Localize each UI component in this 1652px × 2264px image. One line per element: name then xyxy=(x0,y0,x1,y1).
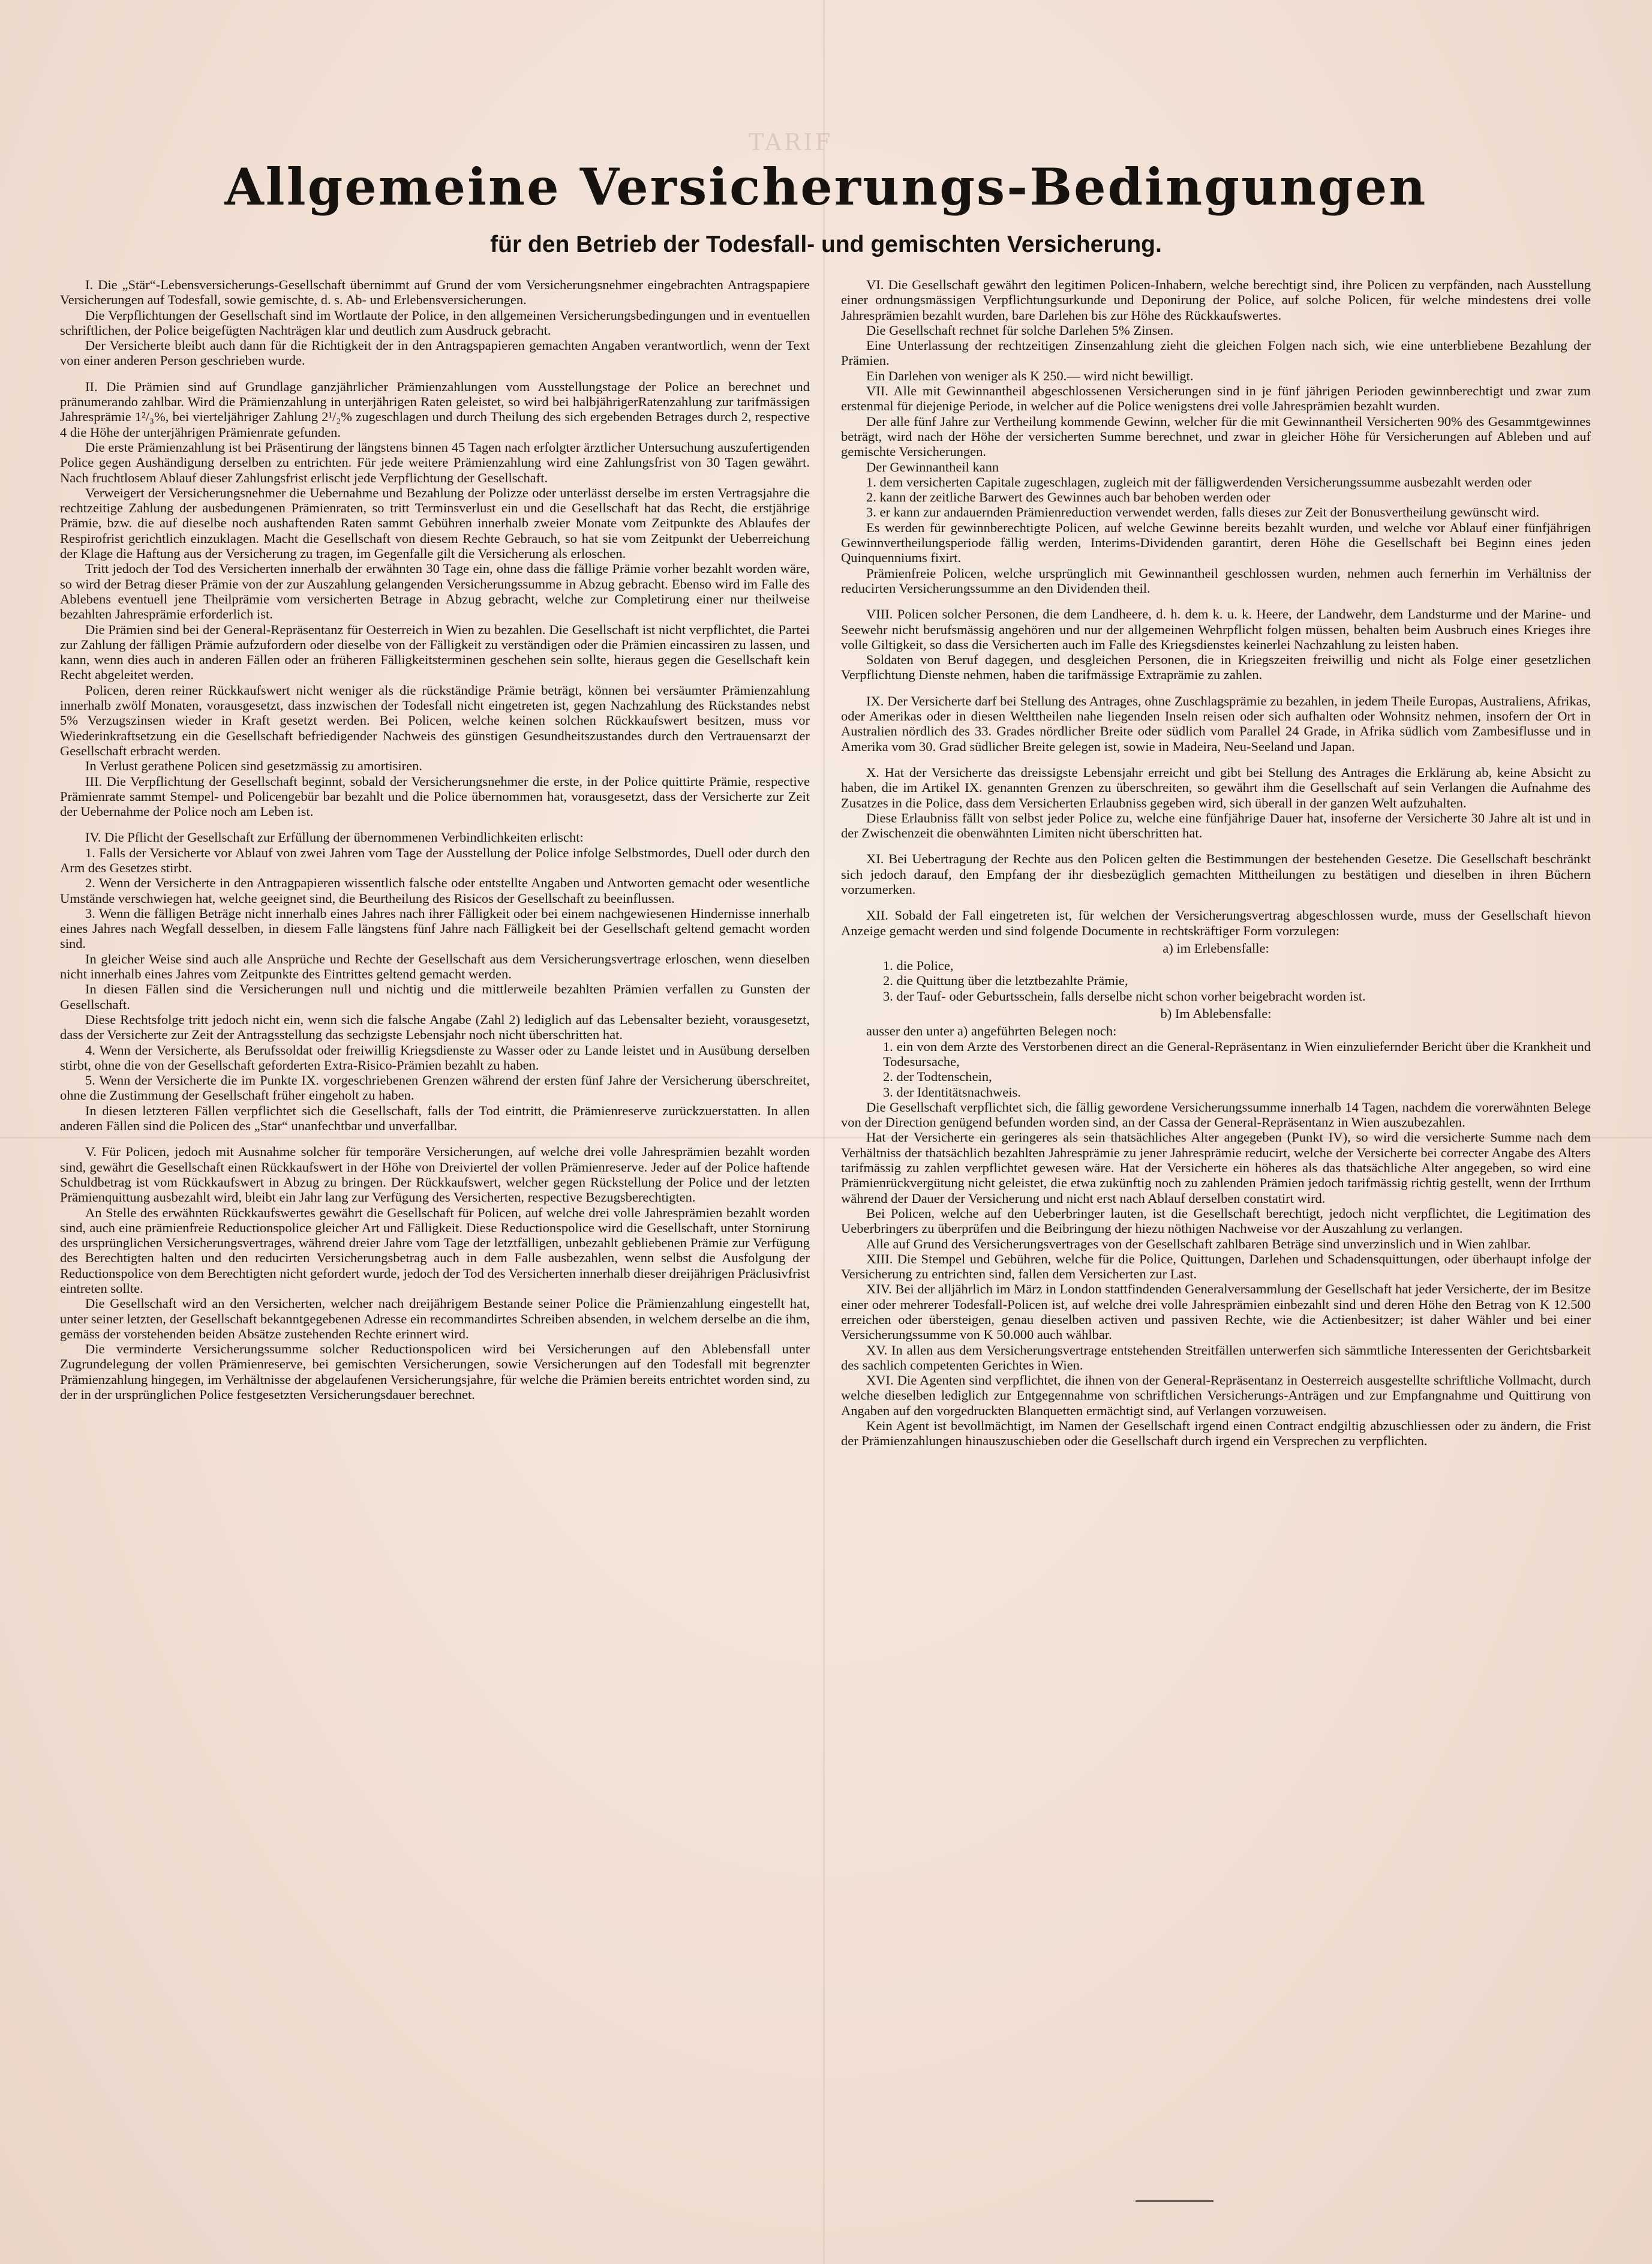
page-subtitle: für den Betrieb der Todesfall- und gemischten Versicherung. xyxy=(490,232,1162,257)
paragraph: 2. die Quittung über die letztbezahlte Prämie, xyxy=(883,973,1128,989)
paragraph: IV. Die Pflicht der Gesellschaft zur Erfüllung der übernommenen Verbindlichkeiten erlischt: xyxy=(85,830,584,845)
paragraph: XVI. Die Agenten sind verpflichtet, die ihnen von der General-Repräsentanz in Oesterreich ausgestellte schriftliche Vollmacht, durch welche dieselben lediglich zur Entgegennahme von schriftlichen Versicherungs-Anträgen und zur Empfangnahme und Quittirung von Angaben auf den vorgedruckten Blanquetten ermächtigt sind, auf Verlangen vorzuweisen. xyxy=(841,1373,1591,1418)
paragraph: 4. Wenn der Versicherte, als Berufssoldat oder freiwillig Kriegsdienste zu Wasser oder zu Lande leistet und in Ausübung derselben stirbt, ohne die von der Gesellschaft geforderten Extra-Risico-Prämien bezahlt zu haben. xyxy=(60,1042,810,1073)
paragraph: VII. Alle mit Gewinnantheil abgeschlossenen Versicherungen sind in je fünf jährigen Perioden gewinnberechtigt und zwar zum erstenmal für diejenige Periode, in welcher auf die Police wenigstens drei volle Jahresprämien bezahlt wurden. xyxy=(841,383,1591,414)
paragraph: 3. Wenn die fälligen Beträge nicht innerhalb eines Jahres nach ihrer Fälligkeit oder bei einem nachgewiesenen Hindernisse innerhalb eines Jahres nach Wegfall desselben, in diesem Falle längstens fünf Jahre nach Fälligkeit bei der Gesellschaft geltend gemacht worden sind. xyxy=(60,905,810,951)
paragraph: Eine Unterlassung der rechtzeitigen Zinsenzahlung zieht die gleichen Folgen nach sich, wie eine unterbliebene Bezahlung der Prämien. xyxy=(841,338,1591,368)
paragraph: ausser den unter a) angeführten Belegen noch: xyxy=(866,1023,1117,1039)
paragraph: XI. Bei Uebertragung der Rechte aus den Policen gelten die Bestimmungen der bestehenden Gesetze. Die Gesellschaft beschränkt sich jedoch darauf, den Empfang der ihr diesbezüglich gemachten Mittheilungen zu bestätigen und dieselben in ihren Büchern vorzumerken. xyxy=(841,851,1591,897)
faint-stamp-text: TARIF xyxy=(749,129,833,155)
paragraph: 2. kann der zeitliche Barwert des Gewinnes auch bar behoben werden oder xyxy=(866,490,1270,505)
paragraph: 5. Wenn der Versicherte die im Punkte IX. vorgeschriebenen Grenzen während der ersten fünf Jahre der Versicherung überschreitet, ohne die Zustimmung der Gesellschaft früher eingeholt zu haben. xyxy=(60,1073,810,1103)
paragraph: In diesen letzteren Fällen verpflichtet sich die Gesellschaft, falls der Tod eintritt, die Prämienreserve zurückzuerstatten. In allen anderen Fällen sind die Policen des „Star“ unanfechtbar und unverfallbar. xyxy=(60,1103,810,1134)
paragraph: 1. dem versicherten Capitale zugeschlagen, zugleich mit der fälligwerdenden Versicherungssumme ausbezahlt werden oder xyxy=(866,474,1532,490)
paragraph: 3. er kann zur andauernden Prämienreduction verwendet werden, falls dieses zur Zeit der Bonusvertheilung gewünscht wird. xyxy=(866,505,1540,520)
paragraph: I. Die „Stär“-Lebensversicherungs-Gesellschaft übernimmt auf Grund der vom Versicherungsnehmer eingebrachten Antragspapiere Versicherungen auf Todesfall, sowie gemischte, d. s. Ab- und Erlebensversicherungen. xyxy=(60,277,810,308)
paragraph: Es werden für gewinnberechtigte Policen, auf welche Gewinne bereits bezahlt wurden, und welche vor Ablauf einer fünfjährigen Gewinnvertheilungsperiode fällig werden, Interims-Dividenden garantirt, deren Höhe die Gesellschaft bei Beginn eines jeden Quinquenniums fixirt. xyxy=(841,520,1591,566)
paragraph: b) Im Ablebensfalle: xyxy=(1160,1006,1272,1022)
paragraph: Prämienfreie Policen, welche ursprünglich mit Gewinnantheil geschlossen wurden, nehmen auch fernerhin im Verhältniss der reducirten Versicherungssumme an den Dividenden theil. xyxy=(841,565,1591,596)
page-title: Allgemeine Versicherungs-Bedingungen xyxy=(224,157,1428,217)
paragraph: V. Für Policen, jedoch mit Ausnahme solcher für temporäre Versicherungen, auf welche drei volle Jahresprämien bezahlt worden sind, gewährt die Gesellschaft einen Rückkaufswert in der Höhe von Dreiviertel der vollen Prämienreserve. Jeder auf der Police haftende Schuldbetrag ist vom Rückkaufswert in Abzug zu bringen. Der Rückkaufswert, welcher gegen Rückstellung der Police und der letzten Prämienquittung ausbezahlt wird, bleibt ein Jahr lang zur Verfügung des Versicherten, respective Bezugsberechtigten. xyxy=(60,1144,810,1205)
paragraph: 1. Falls der Versicherte vor Ablauf von zwei Jahren vom Tage der Ausstellung der Police infolge Selbstmordes, Duell oder durch den Arm des Gesetzes stirbt. xyxy=(60,845,810,875)
paragraph: Der alle fünf Jahre zur Vertheilung kommende Gewinn, welcher für die mit Gewinnantheil Versicherten 90% des Gesammtgewinnes beträgt, wird nach der Höhe der versicherten Summe berechnet, und zwar in gleicher Höhe für Versicherungen auf Ableben und auf gemischte Versicherungen. xyxy=(841,413,1591,460)
left-column xyxy=(60,277,810,2149)
paragraph: Hat der Versicherte ein geringeres als sein thatsächliches Alter angegeben (Punkt IV), so wird die versicherte Summe nach dem Verhältniss der thatsächlich bezahlten Jahresprämie zu jener Jahresprämie reducirt, welche der Versicherte bei correcter Angabe des Alters tarifmässig zu zahlen verpflichtet gewesen wäre. Hat der Versicherte ein höheres als das thatsächliche Alter angegeben, so wird eine Prämienrückvergütung nicht geleistet, die etwa zukünftig noch zu zahlenden Prämien jedoch tarifmässig richtig gestellt, wenn der Irrthum während der Dauer der Versicherung und nicht erst nach Ablauf derselben constatirt wird. xyxy=(841,1130,1591,1206)
paragraph: Kein Agent ist bevollmächtigt, im Namen der Gesellschaft irgend einen Contract endgiltig abzuschliessen oder zu ändern, die Frist der Prämienzahlungen hinauszuschieben oder die Gesellschaft durch irgend ein Versprechen zu verpflichten. xyxy=(841,1418,1591,1449)
paragraph: Verweigert der Versicherungsnehmer die Uebernahme und Bezahlung der Polizze oder unterlässt derselbe im ersten Vertragsjahre die rechtzeitige Zahlung der ausbedungenen Prämienraten, so tritt Terminsverlust ein und die Gesellschaft hat das Recht, die erstjährige Prämie, bzw. die auf dieselbe noch aushaftenden Raten sammt Gebühren innerhalb zweier Monate vom Zeitpunkte des Ablaufes der Respirofrist gerichtlich einzuklagen. Macht die Gesellschaft von diesem Rechte Gebrauch, so hat sie vom Zeitpunkt der Ueberreichung der Klage die Haftung aus der Versicherung zu tragen, im Gegenfalle gilt die Versicherung als erloschen. xyxy=(60,485,810,562)
paragraph: III. Die Verpflichtung der Gesellschaft beginnt, sobald der Versicherungsnehmer die erste, in der Police quittirte Prämie, respective Prämienrate sammt Stempel- und Policengebür bar bezahlt und die Police übernommen hat, vorausgesetzt, dass der Versicherte zur Zeit der Uebernahme der Police noch am Leben ist. xyxy=(60,773,810,819)
paragraph: Die verminderte Versicherungssumme solcher Reductionspolicen wird bei Versicherungen auf den Ablebensfall unter Zugrundelegung der vollen Prämienreserve, bei gemischten Versicherungen, sowie Versicherungen auf den Todesfall mit begrenzter Prämienzahlung hingegen, im Verhältnisse der abgelaufenen Versicherungsjahre, für welche die Prämien bereits entrichtet worden sind, zu der in der ursprünglichen Police festgesetzten Versicherungsdauer berechnet. xyxy=(60,1341,810,1403)
paragraph: In gleicher Weise sind auch alle Ansprüche und Rechte der Gesellschaft aus dem Versicherungsvertrage erloschen, wenn dieselben nicht innerhalb eines Jahres vom Zeitpunkte des Eintrittes geltend gemacht werden. xyxy=(60,951,810,982)
paragraph: VIII. Policen solcher Personen, die dem Landheere, d. h. dem k. u. k. Heere, der Landwehr, dem Landsturme und der Marine- und Seewehr nicht berufsmässig angehören und nur der allgemeinen Wehrpflicht folgen müssen, behalten beim Ausbruch eines Krieges ihre volle Giltigkeit, so dass die Versicherten auch im Falle des Kriegsdienstes keinerlei Nachzahlung zu leisten haben. xyxy=(841,606,1591,652)
paragraph: 1. die Police, xyxy=(883,958,954,974)
paragraph: XIII. Die Stempel und Gebühren, welche für die Police, Quittungen, Darlehen und Schadensquittungen, oder überhaupt infolge der Versicherung zu entrichten sind, fallen dem Versicherten zur Last. xyxy=(841,1251,1591,1282)
paragraph: 3. der Tauf- oder Geburtsschein, falls derselbe nicht schon vorher beigebracht worden ist. xyxy=(883,988,1366,1004)
right-column xyxy=(841,277,1591,2149)
paragraph: XII. Sobald der Fall eingetreten ist, für welchen der Versicherungsvertrag abgeschlossen wurde, muss der Gesellschaft hievon Anzeige gemacht werden und sind folgende Documente in rechtskräftiger Form vorzulegen: xyxy=(841,908,1591,938)
paragraph: Die erste Prämienzahlung ist bei Präsentirung der längstens binnen 45 Tagen nach erfolgter ärztlicher Untersuchung auszufertigenden Police gegen Aushändigung derselben zu entrichten. Für jede weitere Prämienzahlung wird eine Zahlungsfrist von 30 Tagen gewährt. Nach fruchtlosem Ablauf dieser Zahlungsfrist erlischt jede Verpflichtung der Gesellschaft. xyxy=(60,439,810,485)
paragraph: Bei Policen, welche auf den Ueberbringer lauten, ist die Gesellschaft berechtigt, jedoch nicht verpflichtet, die Legitimation des Ueberbringers zu überprüfen und die Beibringung der hiezu nöthigen Nachweise vor der Auszahlung zu verlangen. xyxy=(841,1205,1591,1236)
paragraph: Der Versicherte bleibt auch dann für die Richtigkeit der in den Antragspapieren gemachten Angaben verantwortlich, wenn der Text von einer anderen Person geschrieben wurde. xyxy=(60,338,810,368)
paragraph: IX. Der Versicherte darf bei Stellung des Antrages, ohne Zuschlagsprämie zu bezahlen, in jedem Theile Europas, Australiens, Afrikas, oder Amerikas oder in diesen Welttheilen nahe liegenden Inseln reisen oder sich aufhalten oder Wohnsitz nehmen, insofern der Ort in Australien nördlich des 33. Grades nördlicher Breite oder südlich vom Parallel 24 Grade, in Afrika südlich vom Zambesiflusse und in Amerika vom 30. Grad südlicher Breite gelegen ist, sowie in Madeira, Neu-Seeland und Japan. xyxy=(841,693,1591,754)
paragraph: 2. Wenn der Versicherte in den Antragpapieren wissentlich falsche oder entstellte Angaben und Antworten gemacht oder wesentliche Umstände verschwiegen hat, welche geeignet sind, die Beurtheilung des Risicos der Gesellschaft zu beeinflussen. xyxy=(60,875,810,906)
paragraph: 1. ein von dem Arzte des Verstorbenen direct an die General-Repräsentanz in Wien einzuliefernder Bericht über die Krankheit und Todesursache, xyxy=(883,1038,1591,1069)
paragraph: Ein Darlehen von weniger als K 250.— wird nicht bewilligt. xyxy=(866,368,1194,383)
paragraph: Der Gewinnantheil kann xyxy=(866,459,999,475)
end-rule xyxy=(1136,2200,1214,2202)
paragraph: VI. Die Gesellschaft gewährt den legitimen Policen-Inhabern, welche berechtigt sind, ihre Policen zu verpfänden, nach Ausstellung einer ordnungsmässigen Verpflichtungsurkunde und Deponirung der Police, auf solche Policen, für welche mindestens drei volle Jahresprämien bezahlt wurden, bare Darlehen bis zur Höhe des Rückkaufswertes. xyxy=(841,277,1591,323)
paragraph: In Verlust gerathene Policen sind gesetzmässig zu amortisiren. xyxy=(85,758,422,774)
paragraph: X. Hat der Versicherte das dreissigste Lebensjahr erreicht und gibt bei Stellung des Antrages die Erklärung ab, keine Absicht zu haben, die im Artikel IX. genannten Grenzen zu überschreiten, so gewährt ihm die Gesellschaft auf sein Verlangen die Aufnahme des Zusatzes in die Police, dass dem Versicherten Erlaubniss gegeben wird, sich überall in der ganzen Welt aufzuhalten. xyxy=(841,764,1591,810)
paragraph: XV. In allen aus dem Versicherungsvertrage entstehenden Streitfällen unterwerfen sich sämmtliche Interessenten der Gerichtsbarkeit des sachlich competenten Gerichtes in Wien. xyxy=(841,1342,1591,1373)
paragraph: Die Gesellschaft wird an den Versicherten, welcher nach dreijährigem Bestande seiner Police die Prämienzahlung eingestellt hat, unter seiner letzten, der Gesellschaft bekanntgegebenen Adresse ein recommandirtes Schreiben absenden, in welchem derselbe an die ihm, gemäss der vorstehenden beiden Absätze zustehenden Rechte erinnert wird. xyxy=(60,1296,810,1341)
paragraph: 2. der Todtenschein, xyxy=(883,1069,992,1085)
paragraph: XIV. Bei der alljährlich im März in London stattfindenden Generalversammlung der Gesellschaft hat jeder Versicherte, der im Besitze einer oder mehrerer Todesfall-Policen ist, auf welche drei volle Jahresprämien einbezahlt sind und deren Höhe den Betrag von K 12.500 erreichen oder übersteigen, genau dieselben activen und passiven Rechte, wie die Actienbesitzer; ist daher Wähler und bei einer Versicherungssumme von K 50.000 auch wählbar. xyxy=(841,1281,1591,1343)
paragraph: Diese Rechtsfolge tritt jedoch nicht ein, wenn sich die falsche Angabe (Zahl 2) lediglich auf das Lebensalter bezieht, vorausgesetzt, dass der Versicherte zur Zeit der Antragsstellung das sechzigste Lebensjahr noch nicht überschritten hat. xyxy=(60,1011,810,1043)
paragraph: Diese Erlaubniss fällt von selbst jeder Police zu, welche eine fünfjährige Dauer hat, insoferne der Versicherte 30 Jahre alt ist und in der Zwischenzeit die obenwähnten Limiten nicht überschritten hat. xyxy=(841,810,1591,841)
paragraph: Alle auf Grund des Versicherungsvertrages von der Gesellschaft zahlbaren Beträge sind unverzinslich und in Wien zahlbar. xyxy=(866,1236,1531,1251)
paragraph: Die Gesellschaft rechnet für solche Darlehen 5% Zinsen. xyxy=(866,322,1174,338)
paragraph: II. Die Prämien sind auf Grundlage ganzjährlicher Prämienzahlungen vom Ausstellungstage der Police an berechnet und pränumerando zahlbar. Wird die Prämienzahlung in unterjährigen Raten geleistet, so wird bei halbjährigerRatenzahlung zur tarifmässigen Jahresprämie 1²/₃%, bei vierteljähriger Zahlung 2¹/₂% zugeschlagen und durch Theilung des sich ergebenden Betrages durch 2, respective 4 die Höhe der unterjährigen Prämienrate gefunden. xyxy=(60,379,810,440)
paragraph: In diesen Fällen sind die Versicherungen null und nichtig und die mittlerweile bezahlten Prämien verfallen zu Gunsten der Gesellschaft. xyxy=(60,981,810,1012)
paragraph: Tritt jedoch der Tod des Versicherten innerhalb der erwähnten 30 Tage ein, ohne dass die fällige Prämie vorher bezahlt worden wäre, so wird der Betrag dieser Prämie von der zur Auszahlung gelangenden Versicherungssumme in Abzug gebracht. Ebenso wird im Falle des Ablebens eventuell jene Theilprämie vom versicherten Betrage in Abzug gebracht, welche zur Completirung einer nur theilweise bezahlten Jahresprämie erforderlich ist. xyxy=(60,561,810,622)
fold-crease-vertical xyxy=(823,0,825,2264)
paragraph: Die Gesellschaft verpflichtet sich, die fällig gewordene Versicherungssumme innerhalb 14 Tagen, nachdem die vorerwähnten Belege von der Direction genügend befunden worden sind, an der Cassa der General-Repräsentanz in Wien auszubezahlen. xyxy=(841,1099,1591,1130)
paragraph: Die Prämien sind bei der General-Repräsentanz für Oesterreich in Wien zu bezahlen. Die Gesellschaft ist nicht verpflichtet, die Partei zur Zahlung der fälligen Prämie aufzufordern oder dieselbe von der Fälligkeit zu verständigen oder die Prämien eincassiren zu lassen, und kann, wenn dies auch in anderen Fällen oder an früheren Fälligkeitsterminen geschehen sein sollte, hieraus gegen die Gesellschaft kein Recht abgeleitet werden. xyxy=(60,621,810,683)
paragraph: An Stelle des erwähnten Rückkaufswertes gewährt die Gesellschaft für Policen, auf welche drei volle Jahresprämien bezahlt worden sind, auch eine prämienfreie Reductionspolice gleicher Art und Fälligkeit. Diese Reductionspolice wird die Gesellschaft, unter Stornirung des ursprünglichen Versicherungsvertrages, während dreier Jahre vom Tage der letztfälligen, unbezahlt gebliebenen Prämie zur Verfügung des Berechtigten halten und den reducirten Versicherungsbetrag auch in dem Falle ausbezahlen, wenn selbst die Ausfolgung der Reductionspolice von dem Berechtigten nicht gefordert wurde, jedoch der Tod des Versicherten innerhalb dieser dreijährigen Präclusivfrist eintreten sollte. xyxy=(60,1205,810,1296)
paragraph: a) im Erlebensfalle: xyxy=(1163,940,1269,956)
paragraph: 3. der Identitätsnachweis. xyxy=(883,1084,1021,1100)
paragraph: Soldaten von Beruf dagegen, und desgleichen Personen, die in Kriegszeiten freiwillig und nicht als Folge einer gesetzlichen Verpflichtung Dienste nehmen, haben die tarifmässige Extraprämie zu zahlen. xyxy=(841,652,1591,683)
paragraph: Policen, deren reiner Rückkaufswert nicht weniger als die rückständige Prämie beträgt, können bei versäumter Prämienzahlung innerhalb zwölf Monaten, vorausgesetzt, dass inzwischen der Todesfall nicht eingetreten ist, gegen Nachzahlung des Rückstandes nebst 5% Verzugszinsen wieder in Kraft gesetzt werden. Bei Policen, welche keinen solchen Rückkaufswert besitzen, muss vor Wiederinkraftsetzung ein die Gesellschaft befriedigender Nachweis des günstigen Gesundheitszustandes durch den Vertrauensarzt der Gesellschaft erbracht werden. xyxy=(60,682,810,758)
paragraph: Die Verpflichtungen der Gesellschaft sind im Wortlaute der Police, in den allgemeinen Versicherungsbedingungen und in eventuellen schriftlichen, der Police beigefügten Nachträgen klar und deutlich zum Ausdruck gebracht. xyxy=(60,307,810,338)
